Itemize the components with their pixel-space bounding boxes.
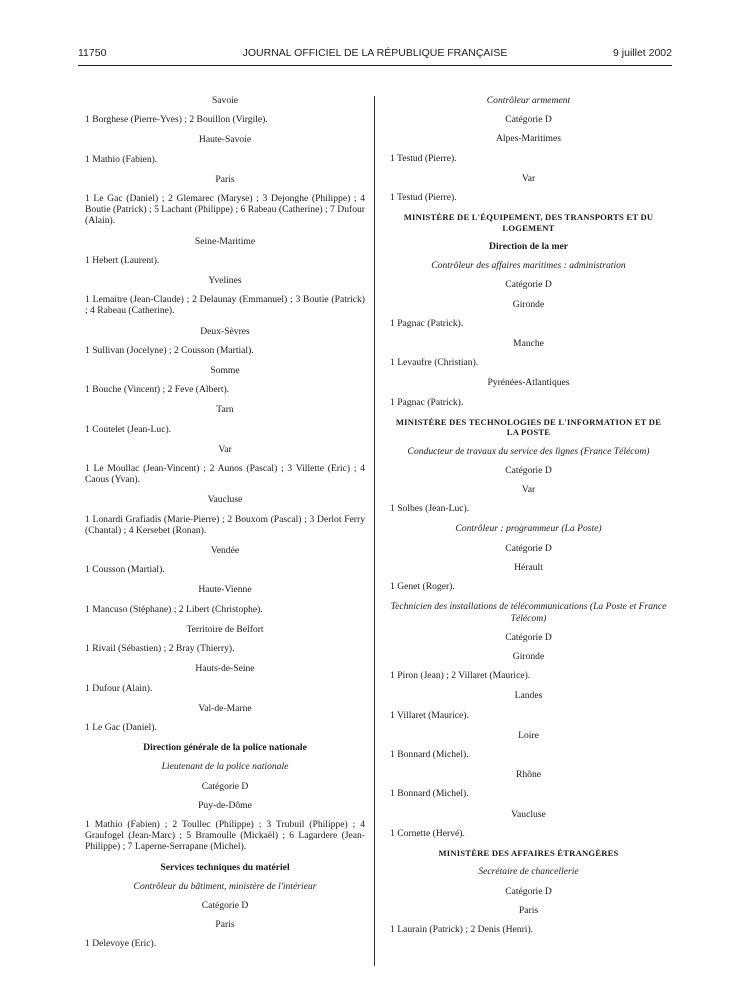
nominee-entry: 1 Testud (Pierre). <box>390 192 457 204</box>
post-title: Secrétaire de chancellerie <box>478 866 579 878</box>
department-heading: Hauts-de-Seine <box>195 663 255 675</box>
department-heading: Haute-Savoie <box>198 134 252 146</box>
nominee-entry: 1 Le Gac (Daniel) ; 2 Glemarec (Maryse) ; 3 Dejonghe (Philippe) ; 4 Boutie (Patrick) ; 5 Lachant (Philippe) ; 6 Rabeau (Catherine) ; 7 Dufour (Alain). <box>85 193 365 227</box>
column-divider <box>374 96 375 966</box>
department-heading: Puy-de-Dôme <box>198 799 252 811</box>
nominee-entry: 1 Laurain (Patrick) ; 2 Denis (Henri). <box>390 923 534 935</box>
department-heading: Somme <box>210 365 240 377</box>
department-heading: Savoie <box>211 95 239 106</box>
page-header <box>78 47 672 61</box>
nominee-entry: 1 Villaret (Maurice). <box>390 709 469 721</box>
nominee-entry: 1 Borghese (Pierre-Yves) ; 2 Bouillon (Virgile). <box>85 114 268 126</box>
department-heading: Vaucluse <box>511 808 546 820</box>
journal-title: JOURNAL OFFICIEL DE LA RÉPUBLIQUE FRANÇAISE <box>242 47 508 59</box>
department-heading: Yvelines <box>208 275 242 287</box>
department-heading: Catégorie D <box>505 885 552 897</box>
nominee-entry: 1 Mathio (Fabien) ; 2 Toullec (Philippe) ; 3 Trubuil (Philippe) ; 4 Graufogel (Jean-Marc) ; 5 Bramoulle (Mickaël) ; 6 Lagardere (Jean-Philippe) ; 7 Laperne-Serrapane (Michel). <box>85 818 365 853</box>
department-heading: Catégorie D <box>505 542 552 554</box>
department-heading: Catégorie D <box>505 631 552 643</box>
header-rule <box>78 65 672 66</box>
department-heading: Catégorie D <box>505 114 552 126</box>
department-heading: Var <box>521 172 536 184</box>
nominee-entry: 1 Genet (Roger). <box>390 581 455 593</box>
department-heading: Manche <box>513 338 544 350</box>
department-heading: Pyrénées-Atlantiques <box>487 377 570 389</box>
department-heading: Deux-Sèvres <box>200 325 250 337</box>
nominee-entry: 1 Piron (Jean) ; 2 Villaret (Maurice). <box>390 670 531 682</box>
department-heading: Catégorie D <box>201 899 249 911</box>
department-heading: Seine-Maritime <box>194 235 256 247</box>
nominee-entry: 1 Bouche (Vincent) ; 2 Feve (Albert). <box>85 384 230 396</box>
post-title: Conducteur de travaux du service des lignes (France Télécom) <box>407 445 650 457</box>
nominee-entry: 1 Coutelet (Jean-Luc). <box>85 423 172 435</box>
department-heading: Vendée <box>210 545 240 557</box>
nominee-entry: 1 Dufour (Alain). <box>85 682 153 694</box>
department-heading: Gironde <box>512 298 545 310</box>
left-column <box>85 95 365 959</box>
nominee-entry: 1 Cornette (Hervé). <box>390 827 465 839</box>
nominee-entry: 1 Bonnard (Michel). <box>390 748 469 760</box>
post-title: Contrôleur des affaires maritimes : administration <box>431 260 626 272</box>
nominee-entry: 1 Pagnac (Patrick). <box>390 396 464 408</box>
ministry-heading: MINISTÈRE DES TECHNOLOGIES DE L'INFORMATION ET DE LA POSTE <box>395 416 662 438</box>
department-heading: Loire <box>518 729 539 741</box>
department-heading: Catégorie D <box>505 279 552 291</box>
nominee-entry: 1 Delevoye (Eric). <box>85 938 157 950</box>
nominee-entry: 1 Mathio (Fabien). <box>85 153 158 165</box>
department-heading: Gironde <box>512 650 545 662</box>
department-heading: Alpes-Maritimes <box>495 133 561 145</box>
post-title: Contrôleur armement <box>486 95 571 106</box>
nominee-entry: 1 Sullivan (Jocelyne) ; 2 Cousson (Martial). <box>85 344 254 356</box>
department-heading: Haute-Vienne <box>198 584 252 596</box>
post-title: Contrôleur du bâtiment, ministère de l'intérieur <box>133 880 317 892</box>
nominee-entry: 1 Hebert (Laurent). <box>85 254 160 266</box>
department-heading: Catégorie D <box>505 464 552 476</box>
nominee-entry: 1 Le Gac (Daniel). <box>85 721 157 733</box>
department-heading: Hérault <box>514 561 543 573</box>
department-heading: Paris <box>518 904 539 916</box>
publication-date: 9 juillet 2002 <box>613 47 672 59</box>
nominee-entry: 1 Solbes (Jean-Luc). <box>390 503 470 515</box>
department-heading: Catégorie D <box>201 780 249 792</box>
right-column <box>390 95 667 944</box>
nominee-entry: 1 Mancuso (Stéphane) ; 2 Libert (Christophe). <box>85 603 263 615</box>
department-heading: Rhône <box>515 769 542 781</box>
page-number: 11750 <box>78 47 107 59</box>
section-heading: Direction de la mer <box>489 241 568 253</box>
section-heading: Direction générale de la police nationale <box>143 742 307 754</box>
post-title: Lieutenant de la police nationale <box>161 761 289 773</box>
nominee-entry: 1 Bonnard (Michel). <box>390 788 469 800</box>
nominee-entry: 1 Testud (Pierre). <box>390 152 457 164</box>
ministry-heading: MINISTÈRE DES AFFAIRES ÉTRANGÈRES <box>438 847 619 858</box>
post-title: Technicien des installations de télécommunications (La Poste et France Télécom) <box>390 601 667 624</box>
department-heading: Territoire de Belfort <box>186 623 264 635</box>
nominee-entry: 1 Lemaitre (Jean-Claude) ; 2 Delaunay (Emmanuel) ; 3 Boutie (Patrick) ; 4 Rabeau (Catherine). <box>85 294 365 317</box>
nominee-entry: 1 Rivail (Sébastien) ; 2 Bray (Thierry). <box>85 643 235 655</box>
department-heading: Var <box>521 484 536 496</box>
department-heading: Paris <box>215 173 235 185</box>
nominee-entry: 1 Cousson (Martial). <box>85 564 165 576</box>
department-heading: Paris <box>215 919 235 931</box>
ministry-heading: MINISTÈRE DE L'ÉQUIPEMENT, DES TRANSPORTS ET DU LOGEMENT <box>403 212 654 233</box>
nominee-entry: 1 Pagnac (Patrick). <box>390 317 464 329</box>
post-title: Contrôleur : programmeur (La Poste) <box>455 523 602 535</box>
department-heading: Tarn <box>216 404 234 416</box>
department-heading: Landes <box>514 690 543 702</box>
nominee-entry: 1 Lonardi Grafiadis (Marie-Pierre) ; 2 Bouxom (Pascal) ; 3 Derlot Ferry (Chantal) ; 4 Kersebet (Ronan). <box>85 513 365 536</box>
nominee-entry: 1 Le Moullac (Jean-Vincent) ; 2 Aunos (Pascal) ; 3 Villette (Eric) ; 4 Caous (Yvan). <box>85 463 365 486</box>
section-heading: Services techniques du matériel <box>160 861 290 873</box>
department-heading: Val-de-Marne <box>198 702 252 714</box>
nominee-entry: 1 Levaufre (Christian). <box>390 357 479 369</box>
department-heading: Var <box>218 443 232 455</box>
department-heading: Vaucluse <box>207 494 243 506</box>
